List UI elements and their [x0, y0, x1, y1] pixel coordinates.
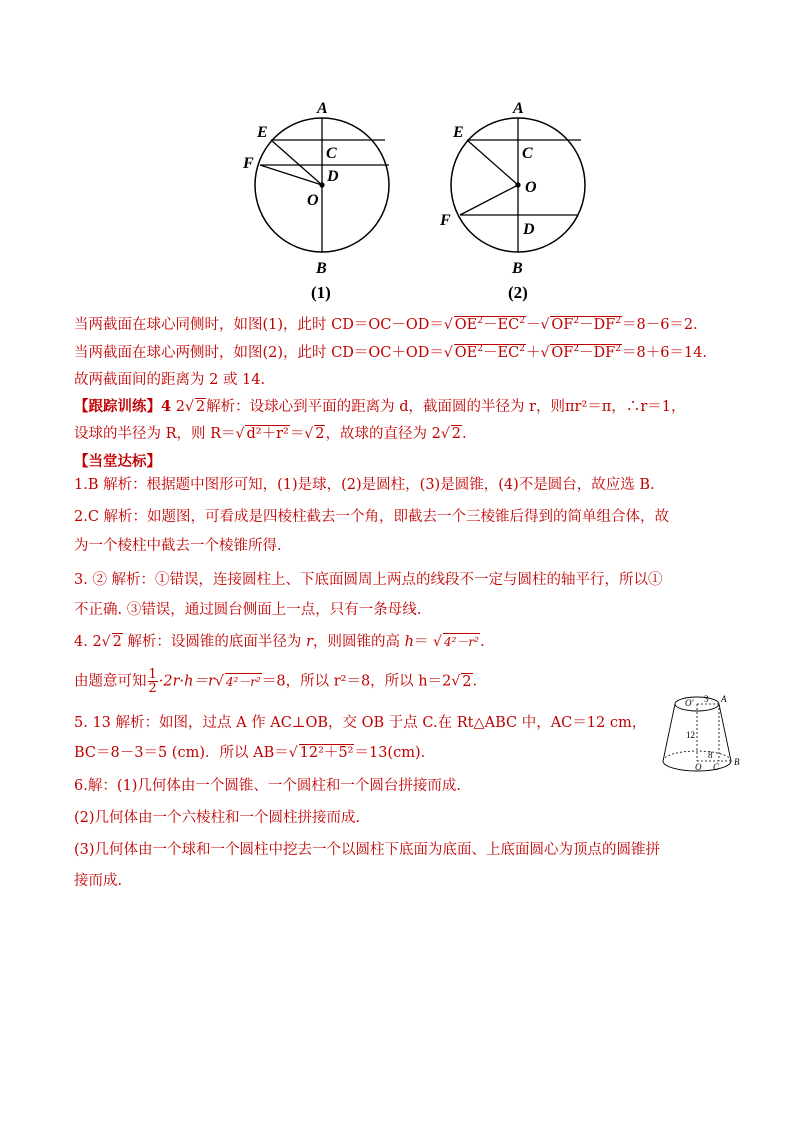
l1-text: 当两截面在球心同侧时，如图(1)，此时 CD＝OC－OD＝ [74, 317, 444, 333]
sqrt-9: 2 [112, 634, 122, 650]
text-line-14: 5. 13 解析：如图，过点 A 作 AC⊥OB，交 OB 于点 C.在 Rt△ABC 中，AC＝12 cm， [74, 715, 647, 731]
text-line-17: (2)几何体由一个六棱柱和一个圆柱拼接而成. [74, 810, 361, 826]
sup-2: 2 [519, 316, 525, 327]
sup-2: 2 [477, 344, 484, 355]
radical-sign: √ [288, 745, 298, 761]
text-line-12 [74, 632, 734, 652]
l4-num: 2 [175, 399, 185, 415]
l13-b: ·2r·h＝r [158, 673, 215, 690]
radical-sign: √ [214, 673, 224, 690]
caption-2: (2) [508, 283, 528, 302]
l2-text: 当两截面在球心两侧时，如图(2)，此时 CD＝OC＋OD＝ [74, 345, 444, 361]
label-a-1: A [317, 100, 328, 117]
label-o-2: O [525, 179, 537, 196]
sqrt-11: 4²－r² [225, 674, 261, 689]
text-line-16: 6.解：(1)几何体由一个圆锥、一个圆柱和一个圆台拼接而成. [74, 778, 461, 794]
label-o-1: O [307, 192, 319, 209]
text-line-6: 【当堂达标】 [74, 453, 161, 470]
sq-part: －EC [483, 345, 520, 361]
sqrt-8: 2 [451, 426, 461, 442]
radical-sign: √ [304, 426, 314, 442]
radical-sign: √ [235, 426, 245, 442]
text-line-3: 故两截面间的距离为 2 或 14. [74, 372, 266, 388]
segment-oe-2 [467, 140, 518, 185]
right-slant [719, 704, 731, 761]
sqrt-13: 12²＋5² [299, 745, 354, 761]
label-e-1: E [257, 124, 268, 141]
label-d-2: D [523, 221, 535, 238]
l12-c: r [306, 634, 313, 650]
l15-b: ＝13(cm)． [354, 745, 436, 761]
label-c-1: C [326, 145, 337, 162]
left-slant [663, 704, 675, 761]
sup-2: 2 [519, 344, 525, 355]
segment-oe-1 [271, 140, 322, 185]
segment-of-2 [460, 185, 518, 215]
sq-part: OE [454, 345, 478, 361]
sup-2: 2 [615, 316, 621, 327]
l12-e: h [404, 634, 414, 650]
sqrt-1 [454, 316, 526, 333]
text-line-11: 不正确. ③错误，通过圆台侧面上一点，只有一条母线. [74, 602, 422, 618]
fraction-half [148, 668, 158, 695]
radical-sign: √ [443, 345, 453, 361]
l12-g: . [479, 634, 485, 650]
frac-numerator: 1 [148, 667, 157, 682]
caption-1: (1) [311, 283, 331, 302]
text-line-4 [74, 397, 734, 417]
label-a: A [721, 694, 727, 704]
tag-tracking: 【跟踪训练】4 [74, 398, 172, 415]
label-c-2: C [522, 145, 533, 162]
label-12: 12 [686, 730, 695, 740]
sqrt-6: d²＋r² [246, 426, 289, 442]
sq-part: －DF [579, 345, 616, 361]
l1-end: ＝8－6＝2. [621, 317, 698, 333]
center-dot-1 [319, 182, 324, 187]
l2-mid: ＋ [525, 345, 541, 361]
l5-text-c: ，故球的直径为 2 [325, 426, 441, 442]
l15-a: BC＝8－3＝5 (cm)．所以 AB＝ [74, 745, 289, 761]
text-line-13 [74, 668, 734, 695]
l12-a: 4. 2 [74, 634, 102, 650]
l12-f: ＝ [413, 634, 434, 650]
frustum-figure [658, 690, 753, 780]
label-f-1: F [243, 155, 254, 172]
sqrt-10: 4²－r² [443, 635, 479, 649]
label-c: C [713, 762, 720, 772]
l13-a: 由题意可知 [74, 673, 147, 690]
text-line-15 [74, 743, 654, 763]
label-o: O [695, 762, 702, 772]
radical-sign: √ [433, 634, 442, 650]
sup-2: 2 [573, 316, 580, 327]
sup-2: 2 [477, 316, 484, 327]
l5-text-a: 设球的半径为 R，则 R＝ [74, 426, 236, 442]
radical-sign: √ [440, 426, 450, 442]
label-b-1: B [316, 260, 327, 277]
sqrt-3 [454, 344, 526, 361]
frac-denominator: 2 [148, 681, 157, 696]
text-line-10: 3. ② 解析：①错误，连接圆柱上、下底面圆周上两点的线段不一定与圆柱的轴平行，所以① [74, 572, 663, 588]
sqrt-7: 2 [315, 426, 325, 442]
circle-figure-1 [235, 95, 395, 305]
text-line-9: 为一个棱柱中截去一个棱锥所得. [74, 538, 282, 554]
text-line-1 [74, 315, 734, 335]
segment-of-1 [260, 165, 322, 185]
radical-sign: √ [540, 317, 550, 333]
l13-c: ＝8，所以 r²＝8，所以 h＝2 [261, 673, 452, 690]
label-o1: O' [685, 698, 694, 708]
label-8: 8 [708, 750, 713, 760]
text-line-18: (3)几何体由一个球和一个圆柱中挖去一个以圆柱下底面为底面、上底面圆心为顶点的圆锥拼 [74, 842, 661, 858]
label-a-2: A [513, 100, 524, 117]
radical-sign: √ [540, 345, 550, 361]
radical-sign: √ [451, 673, 461, 690]
l4-text: 解析：设球心到平面的距离为 d，截面圆的半径为 r，则πr²＝π，∴r＝1， [206, 399, 686, 415]
label-3: 3 [704, 694, 709, 704]
radical-sign: √ [101, 634, 111, 650]
sqrt-5: 2 [195, 399, 206, 415]
sup-2: 2 [573, 344, 580, 355]
label-f-2: F [440, 212, 451, 229]
radical-sign: √ [184, 399, 194, 415]
text-line-8: 2.C 解析：如题图，可看成是四棱柱截去一个角，即截去一个三棱锥后得到的简单组合体，故 [74, 509, 670, 525]
label-d-1: D [327, 168, 339, 185]
l2-end: ＝8＋6＝14. [621, 345, 707, 361]
sup-2: 2 [615, 344, 621, 355]
sq-part: OF [551, 345, 574, 361]
l12-b: 解析：设圆锥的底面半径为 [122, 634, 307, 650]
sqrt-4 [550, 344, 622, 361]
sq-part: －EC [483, 317, 520, 333]
sq-part: OF [551, 317, 574, 333]
sqrt-12: 2 [462, 673, 472, 690]
circle-figure-2 [430, 95, 600, 305]
label-e-2: E [453, 124, 464, 141]
l12-d: ，则圆锥的高 [312, 634, 405, 650]
l5-text-d: . [461, 426, 467, 442]
text-line-7: 1.B 解析：根据题中图形可知，(1)是球，(2)是圆柱，(3)是圆锥，(4)不是圆台，故应选 B. [74, 477, 655, 493]
text-line-5 [74, 424, 734, 444]
l5-text-b: ＝ [289, 426, 305, 442]
sq-part: OE [454, 317, 478, 333]
text-line-19: 接而成. [74, 873, 123, 889]
label-b-2: B [512, 260, 523, 277]
radical-sign: √ [443, 317, 453, 333]
text-line-2 [74, 343, 734, 363]
l1-mid: － [525, 317, 541, 333]
sq-part: －DF [579, 317, 616, 333]
label-b: B [734, 757, 740, 767]
sqrt-2 [550, 316, 622, 333]
center-dot-2 [515, 182, 520, 187]
l13-d: . [472, 673, 478, 690]
